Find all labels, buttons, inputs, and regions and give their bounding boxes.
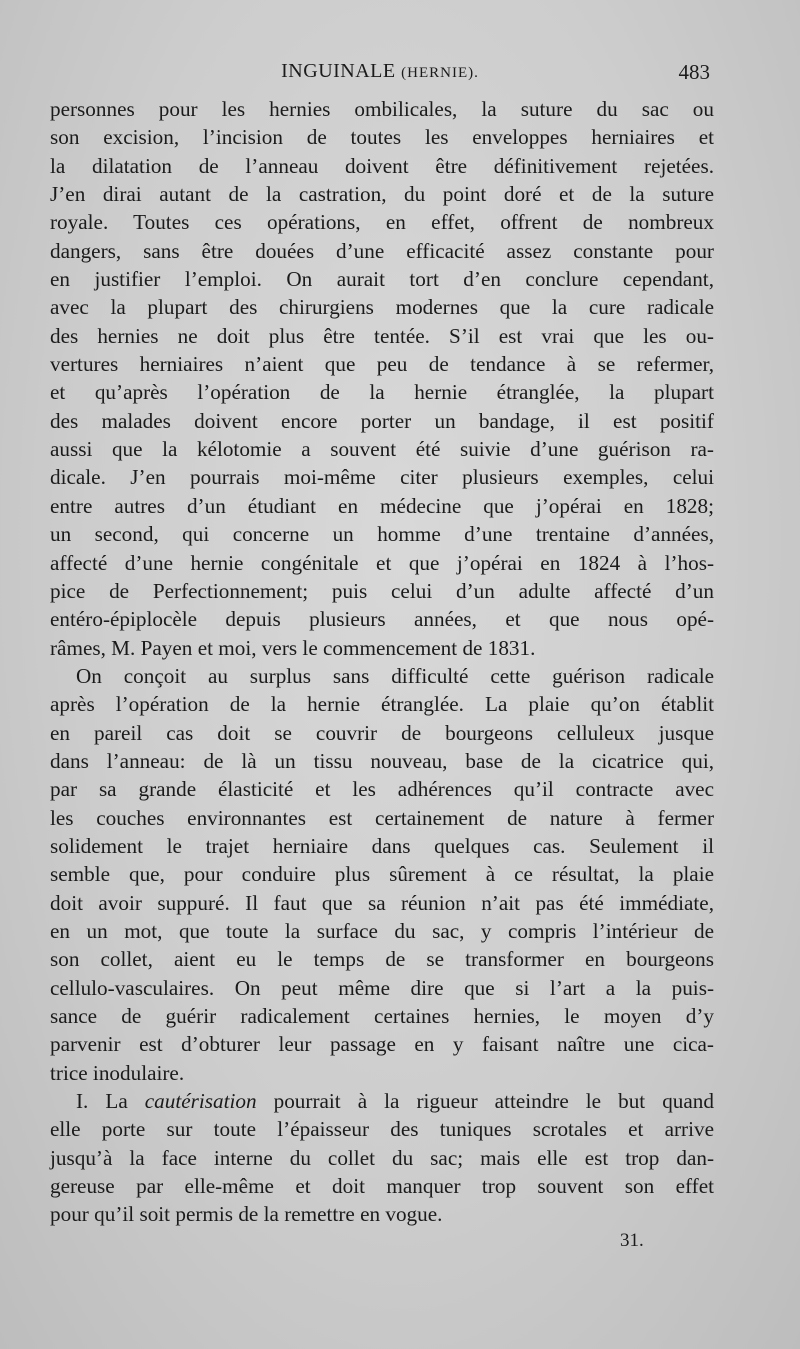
text-line — [50, 1087, 714, 1115]
text-line: les couches environnantes est certainement de nature à fermer — [50, 805, 714, 830]
running-title-main: INGUINALE — [281, 60, 396, 82]
text-line: aussi que la kélotomie a souvent été suivie d’une guérison ra- — [50, 437, 714, 462]
text-line: affecté d’une hernie congénitale et que j’opérai en 1824 à l’hos- — [50, 550, 714, 575]
text-line: un second, qui concerne un homme d’une trentaine d’années, — [50, 522, 714, 547]
text-line: trice inodulaire. — [50, 1060, 185, 1085]
text-line: son collet, aient eu le temps de se transformer en bourgeons — [50, 947, 714, 972]
text-line: gereuse par elle-même et doit manquer trop souvent son effet — [50, 1174, 714, 1199]
paragraph-1 — [50, 95, 714, 662]
text-line: vertures herniaires n’aient que peu de tendance à se refermer, — [50, 352, 714, 377]
text-line: sance de guérir radicalement certaines hernies, le moyen d’y — [50, 1004, 714, 1028]
text-line: râmes, M. Payen et moi, vers le commencement de 1831. — [50, 635, 536, 660]
text-line: pice de Perfectionnement; puis celui d’un adulte affecté d’un — [50, 578, 714, 603]
text-line: pour qu’il soit permis de la remettre en vogue. — [50, 1202, 443, 1227]
italic-term: cautérisation — [144, 1089, 257, 1114]
paragraph-2 — [50, 662, 714, 1087]
text-line: la dilatation de l’anneau doivent être définitivement rejetées. — [50, 153, 714, 178]
text-line: elle porte sur toute l’épaisseur des tuniques scrotales et arrive — [50, 1117, 714, 1142]
text-line: en pareil cas doit se couvrir de bourgeons celluleux jusque — [50, 720, 714, 745]
text-line: J’en dirai autant de la castration, du point doré et de la suture — [50, 182, 714, 207]
text-line: personnes pour les hernies ombilicales, la suture du sac ou — [50, 97, 714, 121]
text-line: dicale. J’en pourrais moi-même citer plusieurs exemples, celui — [50, 465, 714, 490]
text-line: en justifier l’emploi. On aurait tort d’en conclure cependant, — [50, 267, 714, 292]
page-number: 483 — [678, 60, 710, 84]
page-body — [50, 95, 714, 1229]
text-line: doit avoir suppuré. Il faut que sa réunion n’ait pas été immédiate, — [50, 890, 714, 915]
running-title — [50, 60, 710, 83]
text-line: On conçoit au surplus sans difficulté cette guérison radicale — [76, 663, 714, 688]
text-line: entre autres d’un étudiant en médecine que j’opérai en 1828; — [50, 493, 714, 518]
text-span: pourrait à la rigueur atteindre le but quand — [256, 1089, 714, 1114]
text-line: cellulo-vasculaires. On peut même dire que si l’art a la puis- — [50, 975, 714, 1000]
text-line: avec la plupart des chirurgiens modernes que la cure radicale — [50, 295, 714, 320]
text-line: royale. Toutes ces opérations, en effet, offrent de nombreux — [50, 210, 714, 235]
text-line: des malades doivent encore porter un bandage, il est positif — [50, 408, 714, 433]
text-line: dangers, sans être douées d’une efficacité assez constante pour — [50, 238, 714, 263]
text-line: parvenir est d’obturer leur passage en y faisant naître une cica- — [50, 1032, 714, 1057]
text-line: semble que, pour conduire plus sûrement à ce résultat, la plaie — [50, 862, 714, 887]
paragraph-3 — [50, 1087, 714, 1229]
text-line: des hernies ne doit plus être tentée. S’il est vrai que les ou- — [50, 323, 714, 348]
text-line: dans l’anneau: de là un tissu nouveau, base de la cicatrice qui, — [50, 748, 714, 773]
text-line: jusqu’à la face interne du collet du sac; mais elle est trop dan- — [50, 1145, 714, 1170]
text-line: par sa grande élasticité et les adhérences qu’il contracte avec — [50, 777, 714, 802]
text-line: après l’opération de la hernie étranglée. La plaie qu’on établit — [50, 692, 714, 717]
signature-mark: 31. — [620, 1230, 644, 1251]
text-line: solidement le trajet herniaire dans quelques cas. Seulement il — [50, 833, 714, 858]
running-title-sub: (HERNIE). — [401, 65, 479, 81]
text-span: I. La — [76, 1089, 145, 1114]
text-line: en un mot, que toute la surface du sac, y compris l’intérieur de — [50, 918, 714, 943]
text-line: entéro-épiplocèle depuis plusieurs années, et que nous opé- — [50, 607, 714, 632]
text-line: et qu’après l’opération de la hernie étranglée, la plupart — [50, 380, 714, 405]
text-line: son excision, l’incision de toutes les enveloppes herniaires et — [50, 125, 714, 150]
page-header — [50, 60, 710, 90]
